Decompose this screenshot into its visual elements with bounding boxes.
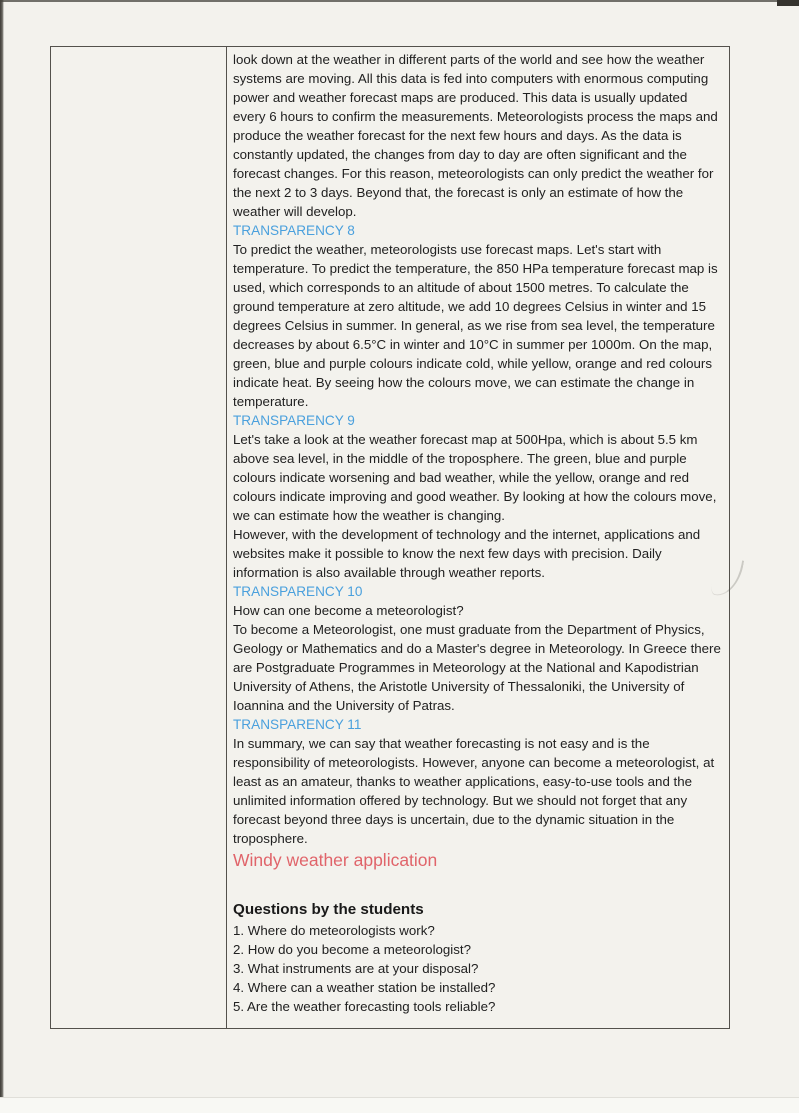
transparency-11-heading: TRANSPARENCY 11 [233,717,362,732]
question-item-4: 4. Where can a weather station be installed? [233,980,496,995]
scan-bottom-strip [0,1097,799,1113]
questions-heading: Questions by the students [233,901,424,918]
transparency-9-body-2: However, with the development of technology and the internet, applications and websites make it possible to know the next few days with precision. Daily information is also available through weather reports. [233,527,701,580]
table-cell-empty [51,47,227,1028]
question-item-5: 5. Are the weather forecasting tools reliable? [233,999,496,1014]
transparency-9-body: Let's take a look at the weather forecast map at 500Hpa, which is about 5.5 km above sea level, in the middle of the troposphere. The green, blue and purple colours indicate worsening and bad weather, while the yellow, orange and red colours indicate improving and good weather. By looking at how the colours move, we can estimate how the weather is changing. [233,432,717,523]
transparency-10-body: To become a Meteorologist, one must graduate from the Department of Physics, Geology or Mathematics and do a Master's degree in Meteorology. In Greece there are Postgraduate Programmes in Meteorology at the National and Kapodistrian University of Athens, the Aristotle University of Thessaloniki, the University of Ioannina and the University of Patras. [233,622,721,713]
question-item-3: 3. What instruments are at your disposal? [233,961,479,976]
table-cell-content [227,47,729,1028]
scan-corner-mark [777,0,799,6]
windy-application-heading: Windy weather application [233,850,438,870]
question-item-2: 2. How do you become a meteorologist? [233,942,472,957]
transparency-9-heading: TRANSPARENCY 9 [233,413,355,428]
transparency-11-body: In summary, we can say that weather forecasting is not easy and is the responsibility of meteorologists. However, anyone can become a meteorologist, at least as an amateur, thanks to weather applications, easy-to-use tools and the unlimited information offered by technology. But we should not forget that any forecast beyond three days is uncertain, due to the dynamic situation in the troposphere. [233,736,715,846]
transparency-8-body: To predict the weather, meteorologists use forecast maps. Let's start with temperature. To predict the temperature, the 850 HPa temperature forecast map is used, which corresponds to an altitude of about 1500 metres. To calculate the ground temperature at zero altitude, we add 10 degrees Celsius in winter and 15 degrees Celsius in summer. In general, as we rise from sea level, the temperature decreases by about 6.5°C in winter and 10°C in summer per 1000m. On the map, green, blue and purple colours indicate cold, while yellow, orange and red colours indicate heat. By seeing how the colours move, we can estimate the change in temperature. [233,242,718,409]
scan-edge-left [0,0,4,1113]
question-item-1: 1. Where do meteorologists work? [233,923,435,938]
content-table [50,46,730,1029]
transparency-10-heading: TRANSPARENCY 10 [233,584,363,599]
scan-edge-top [0,0,799,2]
intro-paragraph: look down at the weather in different parts of the world and see how the weather systems are moving. All this data is fed into computers with enormous computing power and weather forecast maps are produced. This data is usually updated every 6 hours to confirm the measurements. Meteorologists process the maps and produce the weather forecast for the next few hours and days. As the data is constantly updated, the changes from day to day are often significant and the forecast changes. For this reason, meteorologists can only predict the weather for the next 2 to 3 days. Beyond that, the forecast is only an estimate of how the weather will develop. [233,52,718,219]
transparency-10-question-line: How can one become a meteorologist? [233,603,464,618]
transparency-8-heading: TRANSPARENCY 8 [233,223,355,238]
